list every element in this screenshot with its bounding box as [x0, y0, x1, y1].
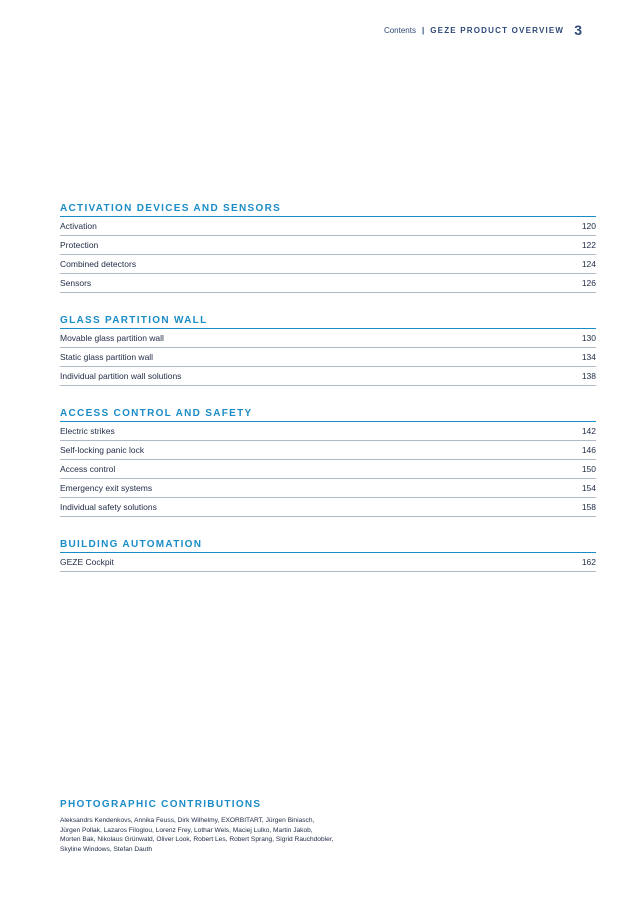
- credits-line: Jürgen Pollak, Lazaros Filoglou, Lorenz Frey, Lothar Wels, Maciej Lulko, Martin Jakob,: [60, 826, 313, 834]
- toc-entry-page: 124: [581, 259, 596, 269]
- toc-entry-label: Static glass partition wall: [60, 352, 154, 362]
- toc-entry-label: Access control: [60, 464, 116, 474]
- toc-entry[interactable]: [60, 553, 596, 572]
- section-title: ACCESS CONTROL AND SAFETY: [60, 408, 253, 419]
- header-separator: |: [421, 25, 425, 35]
- section-title: GLASS PARTITION WALL: [60, 315, 208, 326]
- toc-entry-label: Combined detectors: [60, 259, 137, 269]
- credits-line: Aleksandrs Kendenkovs, Annika Feuss, Dirk Wilhelmy, EXORBITART, Jürgen Biniasch,: [60, 817, 315, 824]
- toc-entry[interactable]: [60, 348, 596, 367]
- toc-entry-label: Individual partition wall solutions: [60, 371, 182, 381]
- toc-entry-page: 130: [581, 333, 596, 343]
- credits-line: Morten Bak, Nikolaus Grünwald, Oliver Look, Robert Les, Robert Sprang, Sigrid Rauchdobler,: [60, 836, 334, 843]
- toc-entry-page: 162: [581, 557, 596, 567]
- toc-entry[interactable]: [60, 479, 596, 498]
- toc-entry[interactable]: [60, 422, 596, 441]
- toc-entry-label: Individual safety solutions: [60, 502, 157, 512]
- toc-entry[interactable]: [60, 255, 596, 274]
- section-title: ACTIVATION DEVICES AND SENSORS: [60, 203, 282, 214]
- section-title: BUILDING AUTOMATION: [60, 539, 203, 550]
- toc-entry-label: Self-locking panic lock: [60, 445, 145, 455]
- table-of-contents: [60, 202, 596, 593]
- photo-credits-text: [60, 816, 420, 854]
- toc-entry-page: 146: [581, 445, 596, 455]
- photo-credits-title: PHOTOGRAPHIC CONTRIBUTIONS: [60, 799, 262, 810]
- toc-entry-label: Emergency exit systems: [60, 483, 153, 493]
- toc-entry-label: Sensors: [60, 278, 92, 288]
- toc-entry-page: 142: [581, 426, 596, 436]
- toc-entry-page: 126: [581, 278, 596, 288]
- toc-entry-page: 122: [581, 240, 596, 250]
- toc-entry-label: Movable glass partition wall: [60, 333, 164, 343]
- toc-entry-page: 120: [581, 221, 596, 231]
- toc-entry-label: Electric strikes: [60, 426, 115, 436]
- toc-entry[interactable]: [60, 236, 596, 255]
- toc-entry[interactable]: [60, 460, 596, 479]
- toc-entry-page: 138: [581, 371, 596, 381]
- toc-entry-page: 154: [581, 483, 596, 493]
- toc-entry-page: 158: [581, 502, 596, 512]
- header-title: GEZE PRODUCT OVERVIEW: [430, 25, 565, 35]
- photo-credits: [60, 799, 420, 854]
- page-header: [384, 22, 582, 38]
- toc-entry-label: GEZE Cockpit: [60, 557, 114, 567]
- toc-section: [60, 202, 596, 293]
- page-number: 3: [574, 22, 582, 38]
- header-contents-label: Contents: [383, 25, 416, 35]
- toc-section: [60, 407, 596, 517]
- toc-entry-page: 134: [581, 352, 596, 362]
- toc-entry[interactable]: [60, 441, 596, 460]
- toc-section: [60, 538, 596, 572]
- toc-entry-page: 150: [581, 464, 596, 474]
- credits-line: Skyline Windows, Stefan Dauth: [60, 845, 152, 853]
- toc-entry[interactable]: [60, 498, 596, 517]
- toc-entry[interactable]: [60, 329, 596, 348]
- toc-section: [60, 314, 596, 386]
- toc-entry-label: Activation: [60, 221, 97, 231]
- toc-entry[interactable]: [60, 274, 596, 293]
- toc-entry-label: Protection: [60, 240, 99, 250]
- toc-entry[interactable]: [60, 367, 596, 386]
- toc-entry[interactable]: [60, 217, 596, 236]
